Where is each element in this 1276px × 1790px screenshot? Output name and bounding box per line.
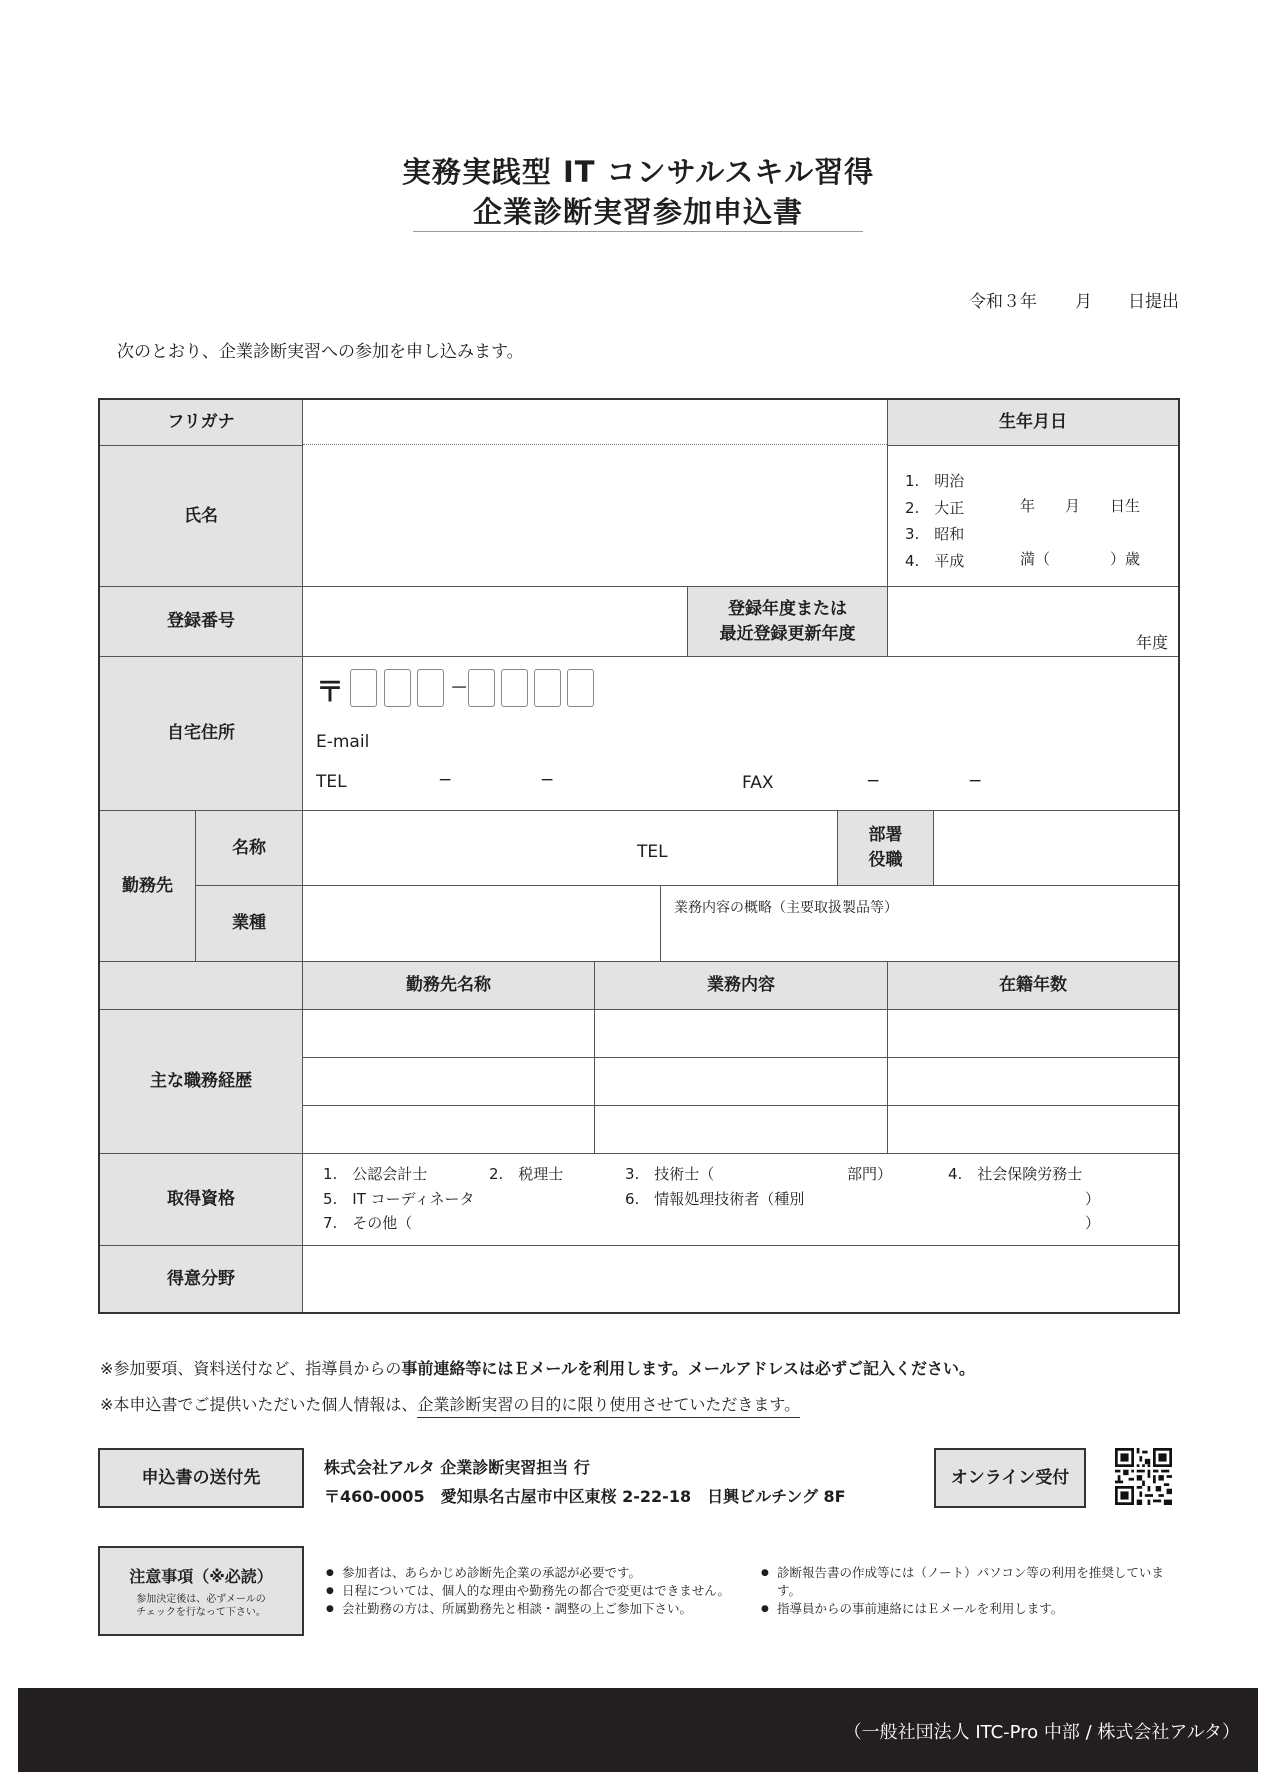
footer-organization: （一般社団法人 ITC-Pro 中部 / 株式会社アルタ）: [843, 1722, 1240, 1743]
birthdate-era-meiji: 1. 明治: [905, 472, 965, 490]
career-header-duties: 業務内容: [595, 962, 887, 1009]
postal-digit-box[interactable]: [534, 669, 561, 707]
qualification-it-engineer: 6. 情報処理技術者（種別: [625, 1190, 805, 1208]
qr-code-icon[interactable]: [1115, 1448, 1172, 1505]
note-privacy-underline: 企業診断実習の目的に限り使用させていただきます。: [417, 1395, 800, 1418]
workplace-name-label: 名称: [196, 811, 302, 885]
caution-item: ● 指導員からの事前連絡にはＥメールを利用します。: [761, 1600, 1171, 1618]
birthdate-era-heisei: 4. 平成: [905, 551, 965, 570]
registration-year-unit: 年度: [1136, 633, 1169, 652]
fax-dash-2: −: [968, 771, 983, 791]
divider: [100, 656, 1178, 657]
postal-digit-box[interactable]: [567, 669, 594, 707]
registration-year-label-line-2: 最近登録更新年度: [719, 623, 856, 644]
divider: [100, 961, 1178, 962]
caution-box: [98, 1546, 304, 1636]
divider: [837, 811, 838, 885]
workplace-industry-label: 業種: [196, 886, 302, 961]
email-label: E-mail: [316, 732, 370, 752]
divider: [100, 445, 302, 446]
divider: [303, 1057, 1178, 1058]
birthdate-era-showa: 3. 昭和: [905, 525, 965, 543]
title-line-2: 企業診断実習参加申込書: [472, 195, 803, 229]
intro-text: 次のとおり、企業診断実習への参加を申し込みます。: [117, 342, 524, 362]
name-label: 氏名: [100, 446, 302, 586]
postal-mark: 〒: [316, 675, 345, 708]
divider: [196, 885, 1178, 886]
divider: [302, 400, 303, 1312]
qualification-other-end: ）: [1085, 1214, 1101, 1232]
online-reception-button[interactable]: オンライン受付: [934, 1448, 1086, 1508]
birth-day-unit: 日生: [1110, 497, 1141, 515]
postal-digit-box[interactable]: [501, 669, 528, 707]
title-underline: [413, 231, 863, 232]
workplace-label: 勤務先: [100, 811, 195, 961]
send-to-company: 株式会社アルタ 企業診断実習担当 行: [324, 1458, 590, 1477]
send-to-address: 〒460-0005 愛知県名古屋市中区東桜 2-22-18 日興ビルチング 8F: [324, 1487, 846, 1506]
postal-dash: −: [450, 675, 469, 700]
submission-month: 月: [1075, 292, 1092, 312]
qualification-other: 7. その他（: [323, 1214, 413, 1232]
caution-sub-2: チェックを行なって下さい。: [136, 1607, 266, 1618]
submission-era: 令和３年: [969, 292, 1037, 312]
career-header-blank: [100, 962, 302, 1009]
furigana-dotted-divider: [303, 444, 887, 445]
age-open: 満（: [1020, 550, 1051, 568]
send-to-label: 申込書の送付先: [98, 1448, 304, 1508]
career-header-years: 在籍年数: [888, 962, 1178, 1009]
career-label: 主な職務経歴: [100, 1010, 302, 1153]
caution-sub-1: 参加決定後は、必ずメールの: [136, 1594, 266, 1605]
divider: [100, 810, 1178, 811]
postal-digit-box[interactable]: [384, 669, 411, 707]
caution-item: ● 診断報告書の作成等には（ノート）パソコン等の利用を推奨しています。: [761, 1564, 1171, 1600]
qualification-labor-consultant: 4. 社会保険労務士: [948, 1165, 1083, 1183]
note-email-bold: 事前連絡等にはＥメールを利用します。メールアドレスは必ずご記入ください。: [401, 1359, 976, 1378]
postal-digit-box[interactable]: [417, 669, 444, 707]
submission-day: 日提出: [1128, 292, 1179, 312]
registration-year-label-line-1: 登録年度または: [728, 598, 847, 619]
divider: [195, 811, 196, 961]
registration-year-label: [688, 587, 887, 656]
divider: [100, 1009, 1178, 1010]
workplace-tel-label: TEL: [637, 842, 668, 862]
specialty-label: 得意分野: [100, 1246, 302, 1312]
note-privacy: [100, 1392, 800, 1415]
career-header-company: 勤務先名称: [303, 962, 594, 1009]
home-tel-dash-2: −: [540, 770, 555, 790]
department-position-label: [838, 811, 933, 885]
birthdate-era-taisho: 2. 大正: [905, 498, 965, 517]
qualification-tax-accountant: 2. 税理士: [489, 1165, 564, 1183]
position-label: 役職: [868, 850, 903, 870]
divider: [594, 962, 595, 1153]
fax-dash-1: −: [866, 771, 881, 791]
divider: [660, 886, 661, 961]
fax-label: FAX: [742, 773, 774, 793]
caution-item: ● 参加者は、あらかじめ診断先企業の承認が必要です。: [326, 1564, 746, 1582]
divider: [100, 586, 1178, 587]
home-address-label: 自宅住所: [100, 657, 302, 810]
furigana-label: フリガナ: [100, 400, 302, 445]
title-line-1: 実務実践型 IT コンサルスキル習得: [401, 155, 875, 189]
postal-digit-box[interactable]: [468, 669, 495, 707]
qualification-pe: 3. 技術士（: [625, 1165, 715, 1183]
divider: [100, 1245, 1178, 1246]
divider: [687, 587, 688, 656]
note-privacy-normal: ※本申込書でご提供いただいた個人情報は、: [100, 1395, 418, 1414]
divider: [933, 811, 934, 885]
caution-list-left: [326, 1564, 746, 1618]
home-tel-label: TEL: [316, 772, 347, 792]
divider: [887, 962, 888, 1153]
postal-digit-box[interactable]: [350, 669, 377, 707]
caution-item: ● 日程については、個人的な理由や勤務先の都合で変更はできません。: [326, 1582, 746, 1600]
note-email: [100, 1356, 975, 1379]
registration-number-label: 登録番号: [100, 587, 302, 656]
divider: [887, 400, 888, 656]
note-email-normal: ※参加要項、資料送付など、指導員からの: [100, 1359, 402, 1378]
qualification-it-coordinator: 5. IT コーディネータ: [323, 1190, 475, 1208]
department-label: 部署: [868, 825, 903, 846]
caution-list-right: [761, 1564, 1171, 1618]
divider: [100, 1153, 1178, 1154]
qualification-pe-end: 部門）: [847, 1165, 893, 1183]
caution-item: ● 会社勤務の方は、所属勤務先と相談・調整の上ご参加下さい。: [326, 1600, 746, 1618]
caution-label: 注意事項（※必読）: [129, 1567, 273, 1586]
business-overview-label: 業務内容の概略（主要取扱製品等）: [674, 900, 898, 916]
birthdate-label: 生年月日: [888, 400, 1178, 445]
divider: [888, 445, 1178, 446]
home-tel-dash-1: −: [438, 770, 453, 790]
qualification-it-engineer-end: ）: [1085, 1190, 1101, 1208]
qualification-cpa: 1. 公認会計士: [323, 1165, 428, 1183]
age-close: ）歳: [1110, 550, 1141, 568]
divider: [303, 1105, 1178, 1106]
qualifications-label: 取得資格: [100, 1154, 302, 1245]
birth-year-unit: 年: [1020, 497, 1036, 515]
birth-month-unit: 月: [1065, 497, 1081, 515]
birthdate-era-list: [905, 468, 964, 574]
